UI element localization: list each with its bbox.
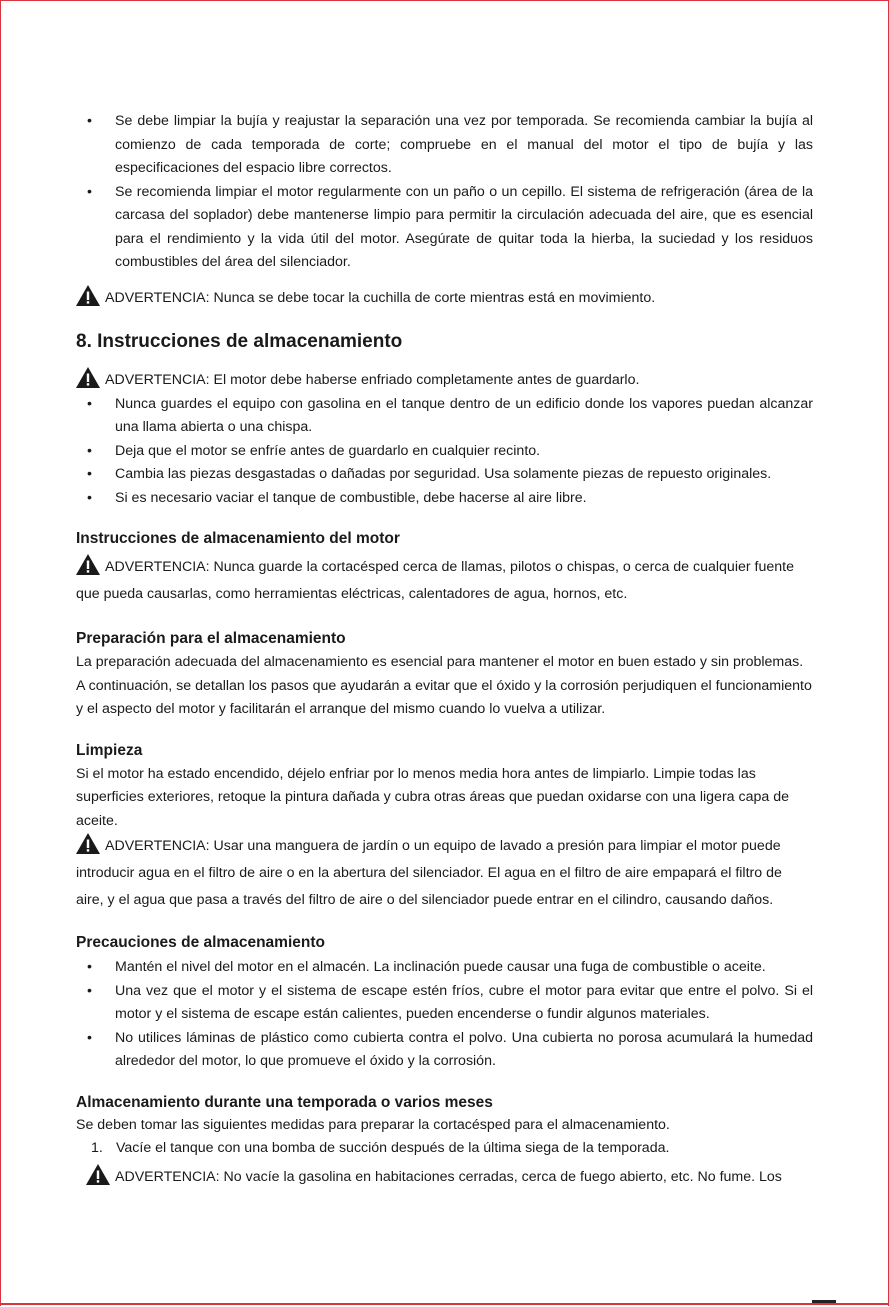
cleaning-text: Si el motor ha estado encendido, déjelo enfriar por lo menos media hora antes de limpiarlo. Limpie todas las superficies exteriores, retoque la pintura dañada y cubra otras áreas que puedan oxidarse con una ligera capa de aceite. — [76, 765, 789, 829]
warning-engine-storage: ADVERTENCIA: Nunca guarde la cortacésped cerca de llamas, pilotos o chispas, o cerca de cualquier fuente que pueda causarlas, como herramientas eléctricas, calentadores de agua, hornos, etc. — [76, 554, 813, 608]
list-item: • Una vez que el motor y el sistema de escape estén fríos, cubre el motor para evitar que entre el polvo. Si el motor y el sistema de escape están calientes, pueden encenderse o fundir algunos materiales. — [76, 980, 813, 1027]
warning-icon — [76, 367, 100, 388]
warning-fuel: ADVERTENCIA: No vacíe la gasolina en habitaciones cerradas, cerca de fuego abierto, etc. No fume. Los — [76, 1164, 813, 1190]
document-body — [76, 110, 813, 1189]
heading-cleaning: Limpieza — [76, 741, 143, 759]
season-intro: Se deben tomar las siguientes medidas para preparar la cortacésped para el almacenamiento. — [76, 1116, 670, 1133]
warning-icon — [76, 833, 100, 854]
list-item: • No utilices láminas de plástico como cubierta contra el polvo. Una cubierta no porosa acumulará la humedad alrededor del motor, lo que promueve el óxido y la corrosión. — [76, 1027, 813, 1074]
preparation-text: La preparación adecuada del almacenamiento es esencial para mantener el motor en buen estado y sin problemas. A continuación, se detallan los pasos que ayudarán a evitar que el óxido y la corrosión perjudiquen el funcionamiento y el aspecto del motor y facilitarán el arranque del mismo cuando lo vuelva a utilizar. — [76, 654, 812, 717]
list-item: • Deja que el motor se enfríe antes de guardarlo en cualquier recinto. — [76, 440, 813, 464]
warning-icon — [76, 554, 100, 575]
page-number-mark — [812, 1300, 836, 1303]
precautions-bullets — [76, 956, 813, 1074]
season-steps — [76, 1137, 813, 1161]
heading-preparation: Preparación para el almacenamiento — [76, 630, 346, 647]
warning-icon — [76, 285, 100, 306]
list-item: • Si es necesario vaciar el tanque de combustible, debe hacerse al aire libre. — [76, 487, 813, 511]
maintenance-bullets — [76, 110, 813, 275]
list-item: • Mantén el nivel del motor en el almacén. La inclinación puede causar una fuga de combustible o aceite. — [76, 956, 813, 980]
heading-engine-storage: Instrucciones de almacenamiento del motor — [76, 530, 400, 547]
list-item: • Nunca guardes el equipo con gasolina en el tanque dentro de un edificio donde los vapores puedan alcanzar una llama abierta o una chispa. — [76, 393, 813, 440]
list-item: • Se debe limpiar la bujía y reajustar la separación una vez por temporada. Se recomienda cambiar la bujía al comienzo de cada temporada de corte; compruebe en el manual del motor el tipo de bujía y las especificaciones del espacio libre correctos. — [76, 110, 813, 181]
warning-blade: ADVERTENCIA: Nunca se debe tocar la cuchilla de corte mientras está en movimiento. — [76, 285, 813, 311]
warning-cleaning: ADVERTENCIA: Usar una manguera de jardín o un equipo de lavado a presión para limpiar el motor puede introducir agua en el filtro de aire o en la abertura del silenciador. El agua en el filtro de aire empapará el filtro de aire, y el agua que pasa a través del filtro de aire o del silenciador puede entrar en el cilindro, causando daños. — [76, 833, 813, 914]
storage-bullets — [76, 393, 813, 511]
warning-icon — [86, 1164, 110, 1185]
warning-cooling: ADVERTENCIA: El motor debe haberse enfriado completamente antes de guardarlo. — [76, 367, 813, 393]
list-item: • Cambia las piezas desgastadas o dañadas por seguridad. Usa solamente piezas de repuesto originales. — [76, 463, 813, 487]
heading-season-storage: Almacenamiento durante una temporada o varios meses — [76, 1093, 493, 1111]
bottom-border — [0, 1303, 889, 1305]
list-item: 1. Vacíe el tanque con una bomba de succión después de la última siega de la temporada. — [91, 1140, 670, 1156]
list-item: • Se recomienda limpiar el motor regularmente con un paño o un cepillo. El sistema de refrigeración (área de la carcasa del soplador) debe mantenerse limpio para permitir la circulación adecuada del aire, que es esencial para el rendimiento y la vida útil del motor. Asegúrate de quitar toda la hierba, la suciedad y los residuos combustibles del área del silenciador. — [76, 181, 813, 275]
heading-precautions: Precauciones de almacenamiento — [76, 934, 325, 951]
section-title-storage: 8. Instrucciones de almacenamiento — [76, 331, 403, 352]
